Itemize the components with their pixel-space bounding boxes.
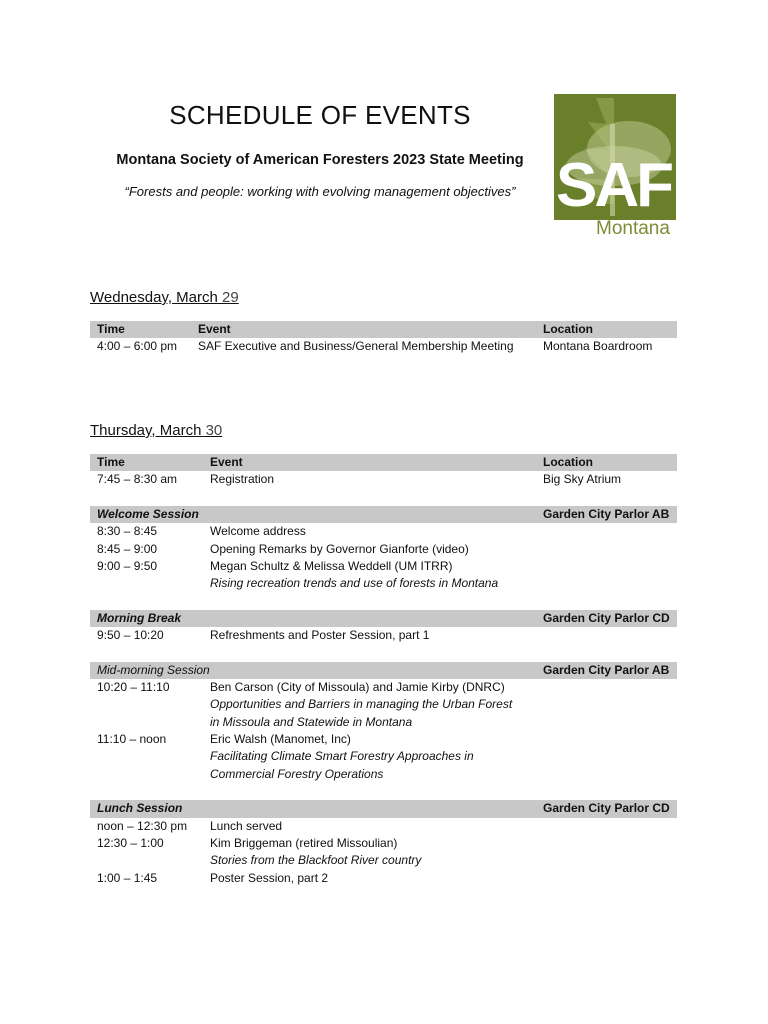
row-event: Lunch served — [210, 818, 283, 833]
table-row — [90, 852, 677, 869]
table-row — [90, 731, 677, 748]
row-event: Opening Remarks by Governor Gianforte (video) — [210, 541, 469, 556]
session-header-mid-morning — [90, 662, 677, 679]
table-row — [90, 696, 677, 713]
row-time: noon – 12:30 pm — [97, 818, 188, 833]
saf-montana-logo — [554, 94, 678, 244]
session-name: Mid-morning Session — [97, 662, 210, 677]
day-number: 30 — [205, 422, 223, 439]
row-spacer — [90, 489, 677, 506]
table-row — [90, 748, 677, 765]
day-label: Thursday, March — [90, 422, 206, 439]
table-row — [90, 818, 677, 835]
session-header-lunch — [90, 800, 677, 817]
row-time: 4:00 – 6:00 pm — [97, 339, 178, 354]
table-row — [90, 835, 677, 852]
session-location: Garden City Parlor AB — [543, 506, 670, 521]
row-time: 7:45 – 8:30 am — [97, 472, 178, 487]
day-heading-wednesday — [90, 289, 239, 306]
row-time: 9:50 – 10:20 — [97, 628, 164, 643]
row-time: 8:45 – 9:00 — [97, 541, 158, 556]
table-row — [90, 575, 677, 592]
day-heading-thursday — [90, 422, 222, 439]
page-title: SCHEDULE OF EVENTS — [169, 100, 471, 130]
col-event: Event — [210, 455, 243, 469]
schedule-table-thursday — [90, 454, 677, 887]
row-event-description: Opportunities and Barriers in managing the Urban Forest — [210, 697, 513, 712]
row-event: Ben Carson (City of Missoula) and Jamie Kirby (DNRC) — [210, 679, 505, 694]
table-row — [90, 627, 677, 644]
session-location: Garden City Parlor CD — [543, 801, 670, 816]
row-event: Kim Briggeman (retired Missoulian) — [210, 836, 398, 851]
table-row — [90, 523, 677, 540]
table-header — [90, 321, 677, 338]
day-label: Wednesday, March — [90, 289, 223, 306]
logo-subtext: Montana — [596, 218, 670, 239]
session-location: Garden City Parlor AB — [543, 662, 670, 677]
day-number: 29 — [222, 289, 239, 306]
session-name: Lunch Session — [97, 801, 183, 816]
col-time: Time — [97, 322, 125, 336]
row-spacer — [90, 593, 677, 610]
col-event: Event — [198, 322, 231, 336]
page-tagline: “Forests and people: working with evolving management objectives” — [124, 184, 516, 199]
row-time: 8:30 – 8:45 — [97, 524, 158, 539]
table-row — [90, 338, 677, 355]
row-event: Eric Walsh (Manomet, Inc) — [210, 732, 351, 747]
row-location: Big Sky Atrium — [543, 472, 622, 487]
row-event: Poster Session, part 2 — [210, 870, 329, 885]
row-event: SAF Executive and Business/General Membership Meeting — [198, 339, 514, 354]
session-header-welcome — [90, 506, 677, 523]
row-event-description: Facilitating Climate Smart Forestry Approaches in — [210, 749, 474, 764]
row-time: 12:30 – 1:00 — [97, 836, 164, 851]
table-row — [90, 558, 677, 575]
session-header-morning-break — [90, 610, 677, 627]
row-time: 11:10 – noon — [97, 732, 167, 747]
table-row — [90, 471, 677, 488]
session-name: Morning Break — [97, 610, 182, 625]
table-row — [90, 870, 677, 887]
session-location: Garden City Parlor CD — [543, 610, 670, 625]
table-row — [90, 541, 677, 558]
col-location: Location — [543, 322, 593, 336]
row-location: Montana Boardroom — [543, 339, 653, 354]
row-event: Welcome address — [210, 524, 306, 539]
row-event-description: in Missoula and Statewide in Montana — [210, 714, 413, 729]
page-subtitle: Montana Society of American Foresters 2023 State Meeting — [116, 152, 524, 168]
session-name: Welcome Session — [97, 506, 199, 521]
row-spacer — [90, 645, 677, 662]
row-event-description: Commercial Forestry Operations — [210, 766, 384, 781]
row-event: Registration — [210, 472, 275, 487]
table-header — [90, 454, 677, 471]
table-row — [90, 679, 677, 696]
row-event: Megan Schultz & Melissa Weddell (UM ITRR) — [210, 558, 453, 573]
logo-emblem — [554, 94, 676, 220]
col-time: Time — [97, 455, 125, 469]
row-event-description: Stories from the Blackfoot River country — [210, 853, 422, 868]
row-time: 10:20 – 11:10 — [97, 679, 170, 694]
table-row — [90, 714, 677, 731]
row-spacer — [90, 783, 677, 800]
col-location: Location — [543, 455, 593, 469]
row-time: 1:00 – 1:45 — [97, 870, 158, 885]
row-time: 9:00 – 9:50 — [97, 558, 158, 573]
row-event-description: Rising recreation trends and use of forests in Montana — [210, 576, 499, 591]
table-row — [90, 766, 677, 783]
schedule-table-wednesday — [90, 321, 677, 356]
row-event: Refreshments and Poster Session, part 1 — [210, 628, 430, 643]
logo-mark: SAF — [556, 151, 671, 220]
